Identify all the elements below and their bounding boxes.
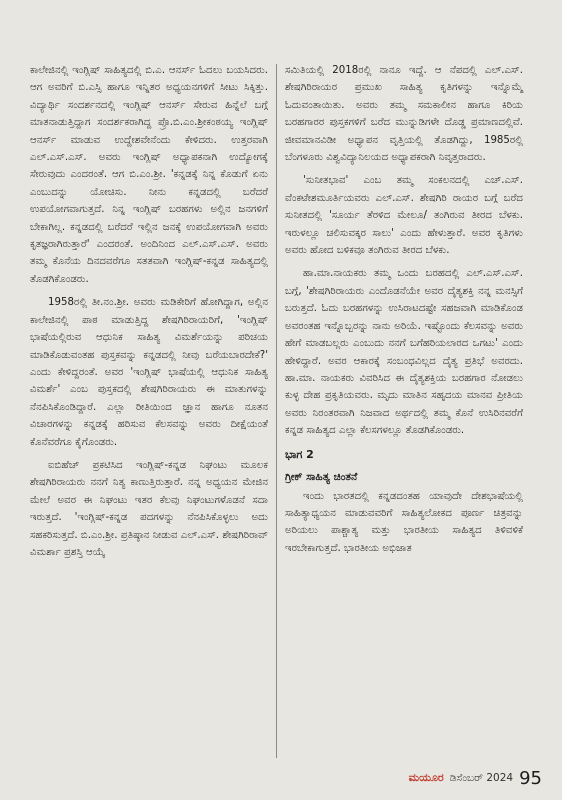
left-column <box>30 62 268 567</box>
magazine-brand: ಮಯೂರ <box>408 771 444 784</box>
paragraph: ಇಂದು ಭಾರತದಲ್ಲಿ ಕನ್ನಡದಂತಹ ಯಾವುದೇ ದೇಶಭಾಷೆಯಲ್ಲಿ ಸಾಹಿತ್ಯಾಧ್ಯಯನ ಮಾಡುವವರಿಗೆ ಸಾಹಿತ್ಯಲೋಕದ ಪೂರ್ಣ ಚಿತ್ರವನ್ನು ಅರಿಯಲು ಪಾಶ್ಚಾತ್ಯ ಮತ್ತು ಭಾರತೀಯ ಸಾಹಿತ್ಯದ ತಿಳಿವಳಿಕೆ ಇರಬೇಕಾಗುತ್ತದೆ. ಭಾರತೀಯ ಅಭಿಜಾತ <box>285 490 523 554</box>
right-column <box>285 62 523 563</box>
section-heading: ಭಾಗ 2 <box>285 447 314 461</box>
paragraph: 1958ರಲ್ಲಿ ತೀ.ನಂ.ಶ್ರೀ. ಅವರು ಮಡಿಕೇರಿಗೆ ಹೋಗಿದ್ದಾಗ, ಅಲ್ಲಿನ ಕಾಲೇಜಿನಲ್ಲಿ ಪಾಠ ಮಾಡುತ್ತಿದ್ದ ಶೇಷಗಿರಿರಾಯರಿಗೆ, 'ಇಂಗ್ಲಿಷ್ ಭಾಷೆಯಲ್ಲಿರುವ ಆಧುನಿಕ ಸಾಹಿತ್ಯ ವಿಮರ್ಶೆಯನ್ನು ಪರಿಚಯ ಮಾಡಿಕೊಡುವಂತಹ ಪುಸ್ತಕವನ್ನು ಕನ್ನಡದಲ್ಲಿ ನೀವು ಬರೆಯಬಾರದೇಕೆ?' ಎಂದು ಕೇಳಿದ್ದರಂತೆ. ಅವರ 'ಇಂಗ್ಲಿಷ್ ಭಾಷೆಯಲ್ಲಿ ಆಧುನಿಕ ಸಾಹಿತ್ಯ ವಿಮರ್ಶೆ' ಎಂಬ ಪುಸ್ತಕದಲ್ಲಿ ಶೇಷಗಿರಿರಾಯರು ಈ ಮಾತುಗಳನ್ನು ನೆನಪಿಸಿಕೊಂಡಿದ್ದಾರೆ. ಎಲ್ಲಾ ರೀತಿಯಿಂದ ಜ್ಞಾನ ಹಾಗೂ ನೂತನ ವಿಚಾರಗಳನ್ನು ಕನ್ನಡಕ್ಕೆ ಹರಿಸುವ ಕೆಲಸವನ್ನು ಅವರು ದೀಕ್ಷೆಯಂತೆ ಕೊನೆವರೆಗೂ ಕೈಗೊಂಡರು. <box>30 297 268 448</box>
paragraph: ಹಾ.ಮಾ.ನಾಯಕರು ತಮ್ಮ ಒಂದು ಬರಹದಲ್ಲಿ ಎಲ್.ಎಸ್.ಎಸ್. ಬಗ್ಗೆ, 'ಶೇಷಗಿರಿರಾಯರು ಎಂದೊಡನೆಯೇ ಅವರ ದೈತ್ಯಶಕ್ತಿ ನನ್ನ ಮನಸ್ಸಿಗೆ ಬರುತ್ತದೆ. ಓದು ಬರಹಗಳನ್ನು ಉಸಿರಾಟದಷ್ಟೇ ಸಹಜವಾಗಿ ಮಾಡಿಕೊಂಡ ಅವರಂತಹ ಇನ್ನೊಬ್ಬರನ್ನು ನಾನು ಅರಿಯೆ. ಇಷ್ಟೊಂದು ಕೆಲಸವನ್ನು ಅವರು ಹೇಗೆ ಮಾಡಬಲ್ಲರು ಎಂಬುದು ನನಗೆ ಬಗೆಹರಿಯಲಾರದ ಒಗಟು' ಎಂದು ಹೇಳಿದ್ದಾರೆ. ಅವರ ಆಕಾರಕ್ಕೆ ಸಂಬಂಧವಿಲ್ಲದ ದೈತ್ಯ ಪ್ರತಿಭೆ ಅವರದು. ಹಾ.ಮಾ. ನಾಯಕರು ವಿವರಿಸಿದ ಈ ದೈತ್ಯಶಕ್ತಿಯ ಬರಹಗಾರ ನೋಡಲು ಕುಳ್ಳ ದೇಹ ಪ್ರಕೃತಿಯವರು. ಮೃದು ಮಾತಿನ ಸಹೃದಯ ಮಾನವ ಪ್ರೀತಿಯ ಅವರು ನಿರಂತರವಾಗಿ ನಿಜವಾದ ಅರ್ಥದಲ್ಲಿ ತಮ್ಮ ಕೊನೆ ಉಸಿರಿನವರೆಗೆ ಕನ್ನಡ ಸಾಹಿತ್ಯದ ಎಲ್ಲಾ ಕೆಲಸಗಳಲ್ಲೂ ತೊಡಗಿಕೊಂಡರು. <box>285 268 523 437</box>
page-number: 95 <box>519 767 542 789</box>
paragraph: ಐಬಿಹೆಚ್ ಪ್ರಕಟಿಸಿದ ಇಂಗ್ಲಿಷ್-ಕನ್ನಡ ನಿಘಂಟು ಮೂಲಕ ಶೇಷಗಿರಿರಾಯರು ನನಗೆ ನಿತ್ಯ ಕಾಣುತ್ತಿರುತ್ತಾರೆ. ನನ್ನ ಅಧ್ಯಯನ ಮೇಜಿನ ಮೇಲೆ ಅವರ ಈ ನಿಘಂಟು ಇತರ ಕೆಲವು ನಿಘಂಟುಗಳೊಡನೆ ಸದಾ ಇರುತ್ತದೆ. 'ಇಂಗ್ಲಿಷ್-ಕನ್ನಡ ಪದಗಳನ್ನು ನೆನಪಿಸಿಕೊಳ್ಳಲು ಅದು ಸಹಕರಿಸುತ್ತದೆ. ಬಿ.ಎಂ.ಶ್ರೀ. ಪ್ರತಿಷ್ಠಾನ ನೀಡುವ ಎಲ್.ಎಸ್. ಶೇಷಗಿರಿರಾವ್ ವಿಮರ್ಶಾ ಪ್ರಶಸ್ತಿ ಆಯ್ಕೆ <box>30 459 268 558</box>
page-footer <box>409 768 542 788</box>
column-divider <box>276 64 277 758</box>
paragraph: ಕಾಲೇಜಿನಲ್ಲಿ ಇಂಗ್ಲಿಷ್ ಸಾಹಿತ್ಯದಲ್ಲಿ ಬಿ.ಎ. ಆನರ್ಸ್ ಓದಲು ಬಯಸಿದರು. ಆಗ ಅವರಿಗೆ ಬಿ.ಎಸ್ಸಿ ಹಾಗೂ ಇನ್ನಿತರ ಅಧ್ಯಯನಗಳಿಗೆ ಸೀಟು ಸಿಕ್ಕಿತ್ತು. ವಿದ್ಯಾರ್ಥಿ ಸಂದರ್ಶನದಲ್ಲಿ ಇಂಗ್ಲಿಷ್ ಆನರ್ಸ್ ಸೇರುವ ಹಿನ್ನೆಲೆ ಬಗ್ಗೆ ಮಾತನಾಡುತ್ತಿದ್ದಾಗ ಸಂದರ್ಶಕರಾಗಿದ್ದ ಪ್ರೊ.ಬಿ.ಎಂ.ಶ್ರೀಕಂಠಯ್ಯ ಇಂಗ್ಲಿಷ್ ಆನರ್ಸ್ ಮಾಡುವ ಉದ್ದೇಶವೇನೆಂದು ಕೇಳಿದರು. ಉತ್ತರವಾಗಿ ಎಲ್.ಎಸ್.ಎಸ್. ಅವರು ಇಂಗ್ಲಿಷ್ ಅಧ್ಯಾಪಕನಾಗಿ ಉದ್ಯೋಗಕ್ಕೆ ಸೇರುವುದು ಎಂದರಂತೆ. ಆಗ ಬಿ.ಎಂ.ಶ್ರೀ. 'ಕನ್ನಡಕ್ಕೆ ನಿನ್ನ ಕೊಡುಗೆ ಏನು ಎಂಬುದನ್ನು ಯೋಚಿಸು. ನೀನು ಕನ್ನಡದಲ್ಲಿ ಬರೆದರೆ ಉಪಯೋಗವಾಗುತ್ತದೆ. ನಿನ್ನ ಇಂಗ್ಲಿಷ್ ಬರಹಗಳು ಅಲ್ಲಿನ ಜನಗಳಿಗೆ ಬೇಕಾಗಿಲ್ಲ. ಕನ್ನಡದಲ್ಲಿ ಬರೆದರೆ ಇಲ್ಲಿನ ಜನಕ್ಕೆ ಉಪಯೋಗವಾಗಿ ಅವರು ಕೃತಜ್ಞರಾಗಿರುತ್ತಾರೆ' ಎಂದರಂತೆ. ಅಂದಿನಿಂದ ಎಲ್.ಎಸ್.ಎಸ್. ಅವರು ತಮ್ಮ ಕೊನೆಯ ದಿನದವರೆಗೂ ಸತತವಾಗಿ ಇಂಗ್ಲಿಷ್-ಕನ್ನಡ ಸಾಹಿತ್ಯದಲ್ಲಿ ತೊಡಗಿಕೊಂಡರು. <box>30 65 268 285</box>
paragraph: ಸಮಿತಿಯಲ್ಲಿ 2018ರಲ್ಲಿ ನಾನೂ ಇದ್ದೆ. ಆ ನೆಪದಲ್ಲಿ ಎಲ್.ಎಸ್. ಶೇಷಗಿರಿರಾಯರ ಪ್ರಮುಖ ಸಾಹಿತ್ಯ ಕೃತಿಗಳನ್ನು ಇನ್ನೊಮ್ಮೆ ಓದುವಂತಾಯಿತು. ಅವರು ತಮ್ಮ ಸಮಕಾಲೀನ ಹಾಗೂ ಕಿರಿಯ ಬರಹಗಾರರ ಪುಸ್ತಕಗಳಿಗೆ ಬರೆದ ಮುನ್ನುಡಿಗಳೇ ದೊಡ್ಡ ಪ್ರಮಾಣದಲ್ಲಿವೆ. ಜೀವಮಾನವಿಡೀ ಅಧ್ಯಾಪನ ವೃತ್ತಿಯಲ್ಲಿ ತೊಡಗಿದ್ದು, 1985ರಲ್ಲಿ ಬೆಂಗಳೂರು ವಿಶ್ವವಿದ್ಯಾನಿಲಯದ ಅಧ್ಯಾಪಕರಾಗಿ ನಿವೃತ್ತರಾದರು. <box>285 65 523 164</box>
sub-heading: ಗ್ರೀಕ್ ಸಾಹಿತ್ಯ ಚಿಂತನೆ <box>285 470 358 483</box>
issue-date: ಡಿಸೆಂಬರ್ 2024 <box>449 771 514 784</box>
paragraph: 'ಸುನೀತಭಾವ' ಎಂಬ ತಮ್ಮ ಸಂಕಲನದಲ್ಲಿ ಎಚ್.ಎಸ್. ವೆಂಕಟೇಶಮೂರ್ತಿಯವರು ಎಲ್.ಎಸ್. ಶೇಷಗಿರಿ ರಾಯರ ಬಗ್ಗೆ ಬರೆದ ಸುನೀತದಲ್ಲಿ 'ಸೂರ್ಯ ತೆರಳಿದ ಮೇಲೂ/ ತಂಗಿರುವ ತೀರದ ಬೆಳಕು. ಇರುಳಲ್ಲೂ ಚಲಿಸುವಕ್ಕರ ಸಾಲು' ಎಂದು ಹೇಳುತ್ತಾರೆ. ಅವರ ಕೃತಿಗಳು ಅವರು ಹೋದ ಬಳಿಕವೂ ತಂಗಿರುವ ತೀರದ ಬೆಳಕು. <box>285 175 523 257</box>
